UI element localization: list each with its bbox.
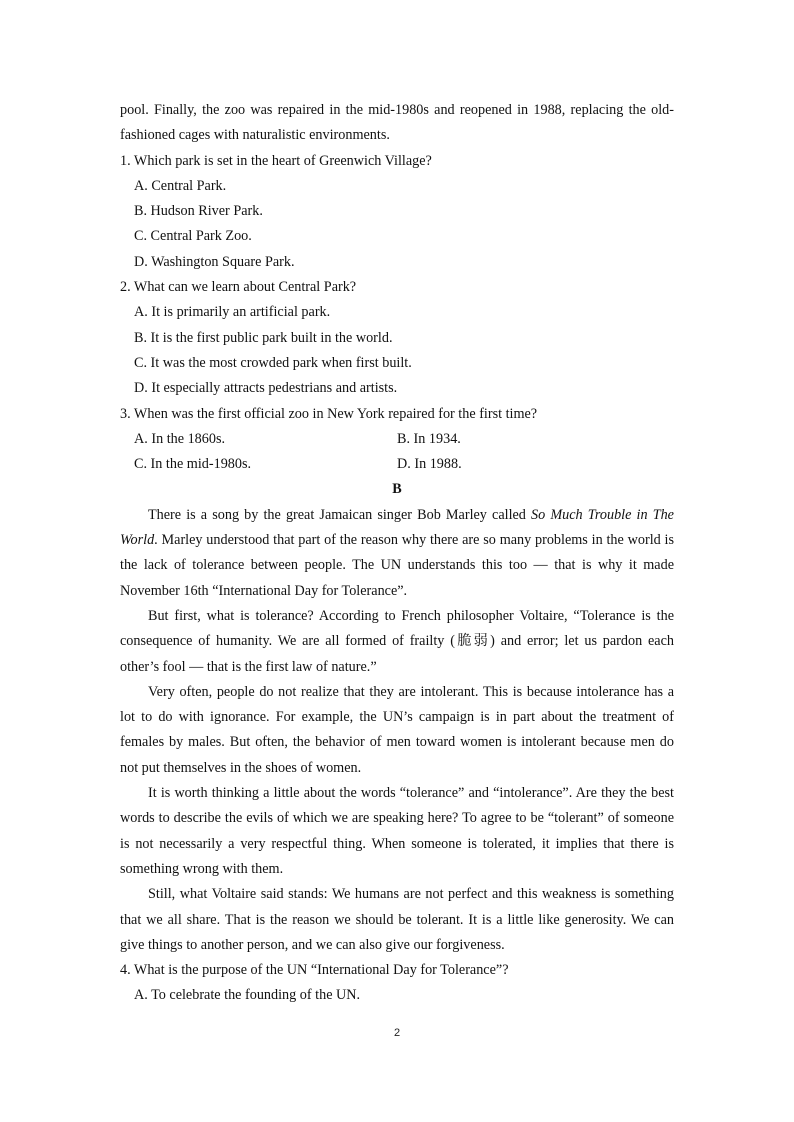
question-3: 3. When was the first official zoo in New York repaired for the first time? [120, 405, 538, 422]
question-1-option-b: B. Hudson River Park. [134, 203, 263, 220]
question-3-options-row-1 [120, 427, 674, 452]
page-content [120, 98, 674, 1009]
song-title: So Much Trouble in The World [120, 506, 674, 549]
page-number: 2 [393, 1027, 401, 1039]
question-1-option-a: A. Central Park. [134, 177, 227, 194]
question-3-options-row-2 [120, 452, 674, 477]
p1-text-before-title: There is a song by the great Jamaican singer Bob Marley called [148, 506, 532, 523]
question-1-option-c: C. Central Park Zoo. [134, 228, 252, 245]
passage-a-ending-paragraph: pool. Finally, the zoo was repaired in the mid-1980s and reopened in 1988, replacing the old-fashioned cages with naturalistic environments. [120, 102, 674, 144]
section-b-heading: B [392, 481, 402, 498]
section-b-paragraph-2: But first, what is tolerance? According to French philosopher Voltaire, “Tolerance is the consequence of humanity. We are all formed of frailty (脆弱) and error; let us pardon each other’s fool — that is the first law of nature.” [120, 607, 674, 675]
question-2-option-d: D. It especially attracts pedestrians and artists. [134, 380, 398, 397]
section-b-paragraph-4: It is worth thinking a little about the words “tolerance” and “intolerance”. Are they the best words to describe the evils of which we are speaking here? To agree to be “tolerant” of someone is not necessarily a very respectful thing. When someone is tolerated, it implies that there is something wrong with them. [120, 785, 674, 877]
question-1: 1. Which park is set in the heart of Greenwich Village? [120, 152, 432, 169]
question-3-option-c: C. In the mid-1980s. [134, 456, 252, 473]
question-4: 4. What is the purpose of the UN “International Day for Tolerance”? [120, 962, 509, 979]
question-3-option-b: B. In 1934. [397, 430, 461, 447]
question-2-option-a: A. It is primarily an artificial park. [134, 304, 331, 321]
section-b-paragraph-3: Very often, people do not realize that they are intolerant. This is because intolerance has a lot to do with ignorance. For example, the UN’s campaign is in part about the treatment of females by males. But often, the behavior of men toward women is intolerant because men do not put themselves in the shoes of women. [120, 683, 674, 776]
question-2: 2. What can we learn about Central Park? [120, 279, 357, 296]
question-2-option-c: C. It was the most crowded park when first built. [134, 354, 412, 371]
p1-text-after-title: . Marley understood that part of the reason why there are so many problems in the world is the lack of tolerance between people. The UN understands this too — that is why it made November 16th “International Day for Tolerance”. [120, 532, 674, 599]
section-b-paragraph-5: Still, what Voltaire said stands: We humans are not perfect and this weakness is something that we all share. That is the reason we should be tolerant. It is a little like generosity. We can give things to another person, and we can also give our forgiveness. [120, 886, 674, 953]
question-3-option-d: D. In 1988. [397, 456, 462, 473]
question-4-option-a: A. To celebrate the founding of the UN. [134, 987, 361, 1004]
question-3-option-a: A. In the 1860s. [134, 430, 226, 447]
section-b-paragraph-1 [120, 503, 674, 604]
question-2-option-b: B. It is the first public park built in the world. [134, 329, 393, 346]
question-1-option-d: D. Washington Square Park. [134, 253, 295, 270]
